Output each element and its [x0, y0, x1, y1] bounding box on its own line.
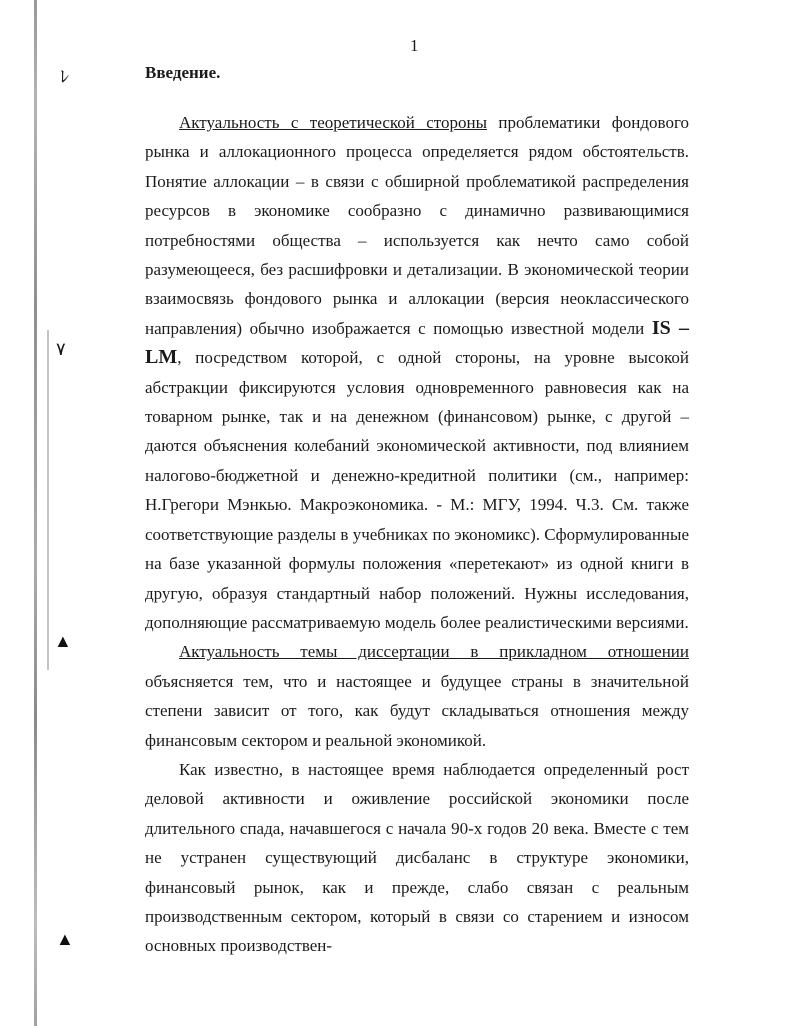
scan-binding-shadow: [47, 330, 49, 670]
model-name: IS – LM: [145, 316, 690, 369]
section-heading: Введение.: [145, 63, 221, 82]
paragraph-relevance-theory: [145, 108, 689, 637]
binding-hole-mark: ▲: [54, 631, 72, 651]
paragraph-text: проблематики фондового рынка и аллокационного процесса определяется рядом обстоятельств. Понятие аллокации – в связи с обширной проблематикой распределения ресурсов в экономике сообразно с динамично развивающимися потребностями общества – используется как нечто само собой разумеющееся, без расшифровки и детализации. В экономической теории взаимосвязь фондового рынка и аллокации (версия неоклассического направления) обычно изображается с помощью известной модели: [145, 113, 689, 338]
paragraph-text: , посредством которой, с одной стороны, на уровне высокой абстракции фиксируются условия одновременного равновесия как на товарном рынке, так и на денежном (финансовом) рынке, с другой – даются объяснения колебаний экономической активности, под влиянием налогово-бюджетной и денежно-кредитной политики (см., например: Н.Грегори Мэнкью. Макроэкономика. - М.: МГУ, 1994. Ч.3. См. также соответствующие разделы в учебниках по экономикс). Сформулированные на базе указанной формулы положения «перетекают» из одной книги в другую, образуя стандартный набор положений. Нужны исследования, дополняющие рассматриваемую модель более реалистическими версиями.: [145, 348, 689, 632]
paragraph-relevance-applied: [145, 637, 689, 755]
page-number: 1: [410, 36, 419, 55]
underlined-phrase: Актуальность темы диссертации в прикладном отношении: [179, 642, 689, 662]
scan-binding-edge: [34, 0, 37, 1026]
body-text: [145, 108, 689, 961]
paragraph-text: объясняется тем, что и настоящее и будущее страны в значительной степени зависит от того, как будут складываться отношения между финансовым сектором и реальной экономикой.: [145, 671, 689, 750]
binding-hole-mark: ▲: [56, 929, 74, 949]
underlined-phrase: Актуальность с теоретической стороны: [179, 113, 488, 132]
paragraph-economy: [145, 755, 689, 961]
binding-hole-mark: ﾚ: [60, 67, 69, 87]
paragraph-text: Как известно, в настоящее время наблюдается определенный рост деловой активности и оживление российской экономики после длительного спада, начавшегося с начала 90-х годов 20 века. Вместе с тем не устранен существующий дисбаланс в структуре экономики, финансовый рынок, как и прежде, слабо связан с реальным производственным сектором, который в связи со старением и износом основных производствен-: [145, 759, 689, 956]
binding-hole-mark: ٧: [56, 339, 66, 359]
